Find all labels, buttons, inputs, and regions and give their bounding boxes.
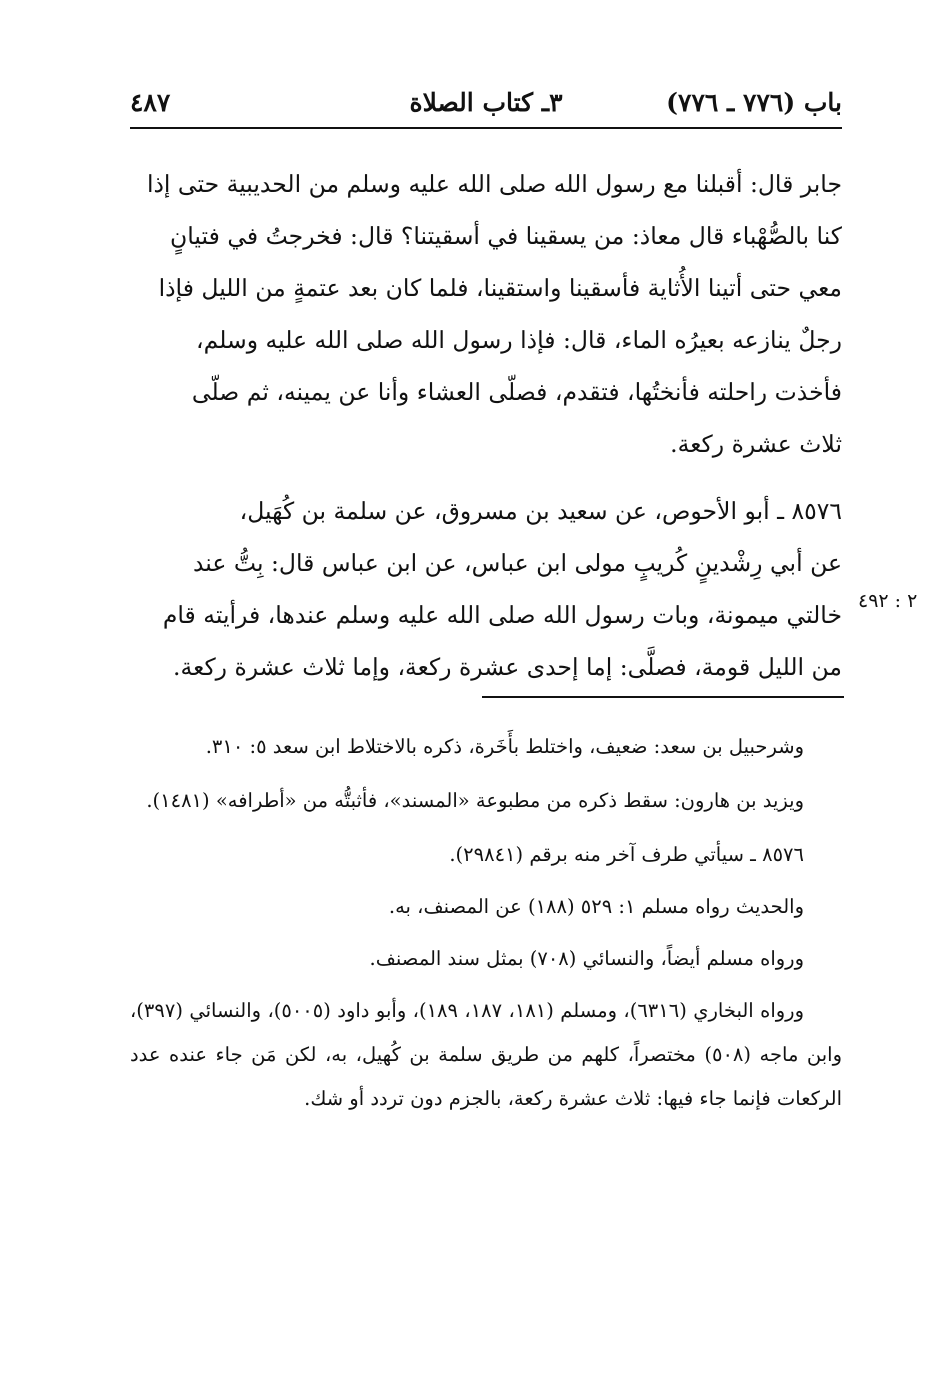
footnote: ويزيد بن هارون: سقط ذكره من مطبوعة «المسند»، فأثبتُّه من «أطرافه» (١٤٨١). bbox=[146, 789, 804, 812]
footnote: وشرحبيل بن سعد: ضعيف، واختلط بأَخَرة، ذكره بالاختلاط ابن سعد ٥: ٣١٠. bbox=[205, 735, 804, 758]
text-line: جابر قال: أقبلنا مع رسول الله صلى الله عليه وسلم من الحديبية حتى إذا bbox=[146, 170, 842, 198]
footnote-divider bbox=[482, 696, 844, 698]
footnote: ٨٥٧٦ ـ سيأتي طرف آخر منه برقم (٢٩٨٤١). bbox=[449, 843, 804, 866]
continued-paragraph bbox=[130, 158, 842, 470]
header-divider bbox=[130, 127, 842, 129]
page-number: ٤٨٧ bbox=[130, 88, 171, 117]
footnote: ورواه مسلم أيضاً، والنسائي (٧٠٨) بمثل سند المصنف. bbox=[369, 947, 804, 970]
text-line: كنا بالصُّهْباء قال معاذ: من يسقينا في أسقيتنا؟ قال: فخرجتُ في فتيانٍ bbox=[170, 222, 842, 250]
text-line: عن أبي رِشْدينٍ كُريبٍ مولى ابن عباس، عن ابن عباس قال: بِتُّ عند bbox=[192, 549, 842, 577]
footnote: ورواه البخاري (٦٣١٦)، ومسلم (١٨١، ١٨٧، ١٨٩)، وأبو داود (٥٠٠٥)، والنسائي (٣٩٧)، وابن ماجه (٥٠٨) مختصراً، كلهم من طريق سلمة بن كُهيل، به، لكن مَن جاء عنده عدد الركعات فإنما جاء فيها: ثلاث عشرة ركعة، بالجزم دون تردد أو شك. bbox=[130, 999, 842, 1110]
footnote: والحديث رواه مسلم ١: ٥٢٩ (١٨٨) عن المصنف، به. bbox=[388, 895, 804, 918]
text-line: معي حتى أتينا الأُثاية فأسقينا واستقينا، فلما كان بعد عتمةٍ من الليل فإذا bbox=[158, 274, 842, 302]
book-title: ٣ـ كتاب الصلاة bbox=[409, 88, 563, 117]
footnotes bbox=[130, 725, 842, 1131]
text-line: ٨٥٧٦ ـ أبو الأحوص، عن سعيد بن مسروق، عن سلمة بن كُهَيل، bbox=[239, 497, 842, 525]
running-header bbox=[130, 80, 842, 124]
text-line: ثلاث عشرة ركعة. bbox=[670, 430, 842, 458]
chapter-range: باب (٧٧٦ ـ ٧٧٦) bbox=[666, 88, 842, 117]
margin-reference: ٢ : ٤٩٢ bbox=[858, 590, 918, 612]
hadith-8576-paragraph bbox=[130, 485, 842, 693]
text-line: من الليل قومة، فصلَّى: إما إحدى عشرة ركعة، وإما ثلاث عشرة ركعة. bbox=[173, 653, 842, 681]
text-line: رجلٌ ينازعه بعيرُه الماء، قال: فإذا رسول الله صلى الله عليه وسلم، bbox=[196, 326, 842, 354]
text-line: خالتي ميمونة، وبات رسول الله صلى الله عليه وسلم عندها، فرأيته قام bbox=[162, 601, 842, 629]
text-line: فأخذت راحلته فأنختُها، فتقدم، فصلّى العشاء وأنا عن يمينه، ثم صلّى bbox=[191, 378, 842, 406]
